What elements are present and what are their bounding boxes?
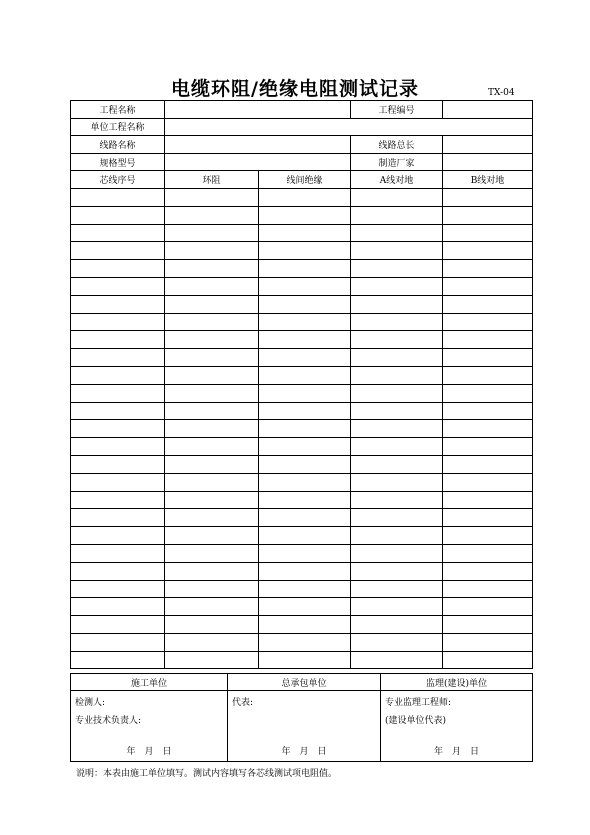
line-insulation-cell[interactable] — [259, 473, 351, 491]
table-row — [71, 206, 533, 224]
line-insulation-cell[interactable] — [259, 616, 351, 634]
loop-resistance-cell[interactable] — [165, 598, 259, 616]
a-to-ground-cell[interactable] — [351, 206, 443, 224]
core-no-cell[interactable] — [71, 616, 165, 634]
supervisor-label: 专业监理工程师: — [385, 698, 452, 708]
core-no-cell[interactable] — [71, 188, 165, 206]
project-name-value[interactable] — [165, 101, 351, 119]
table-row — [71, 580, 533, 598]
line-insulation-cell[interactable] — [259, 544, 351, 562]
line-insulation-cell[interactable] — [259, 455, 351, 473]
line-insulation-cell[interactable] — [259, 384, 351, 402]
construction-sign-cell[interactable] — [71, 691, 228, 762]
loop-resistance-cell[interactable] — [165, 633, 259, 651]
col-header-b-to-ground: B线对地 — [443, 171, 533, 189]
representative-label: 代表: — [232, 698, 254, 708]
table-row — [71, 188, 533, 206]
loop-resistance-cell[interactable] — [165, 277, 259, 295]
construction-unit-header: 施工单位 — [71, 674, 228, 691]
b-to-ground-cell[interactable] — [443, 313, 533, 331]
table-row — [71, 313, 533, 331]
b-to-ground-cell[interactable] — [443, 402, 533, 420]
core-no-cell[interactable] — [71, 598, 165, 616]
b-to-ground-cell[interactable] — [443, 260, 533, 278]
b-to-ground-cell[interactable] — [443, 633, 533, 651]
core-no-cell[interactable] — [71, 580, 165, 598]
core-no-cell[interactable] — [71, 260, 165, 278]
loop-resistance-cell[interactable] — [165, 295, 259, 313]
a-to-ground-cell[interactable] — [351, 313, 443, 331]
core-no-cell[interactable] — [71, 313, 165, 331]
line-insulation-cell[interactable] — [259, 366, 351, 384]
b-to-ground-cell[interactable] — [443, 188, 533, 206]
b-to-ground-cell[interactable] — [443, 242, 533, 260]
table-row — [71, 473, 533, 491]
loop-resistance-cell[interactable] — [165, 509, 259, 527]
loop-resistance-cell[interactable] — [165, 384, 259, 402]
core-no-cell[interactable] — [71, 349, 165, 367]
a-to-ground-cell[interactable] — [351, 224, 443, 242]
supervision-unit-header: 监理(建设)单位 — [381, 674, 533, 691]
b-to-ground-cell[interactable] — [443, 366, 533, 384]
data-rows — [71, 188, 533, 669]
line-insulation-cell[interactable] — [259, 349, 351, 367]
line-insulation-cell[interactable] — [259, 188, 351, 206]
core-no-cell[interactable] — [71, 509, 165, 527]
a-to-ground-cell[interactable] — [351, 509, 443, 527]
unit-project-value[interactable] — [165, 118, 533, 136]
table-row — [71, 509, 533, 527]
table-row — [71, 633, 533, 651]
a-to-ground-cell[interactable] — [351, 188, 443, 206]
core-no-cell[interactable] — [71, 473, 165, 491]
loop-resistance-cell[interactable] — [165, 527, 259, 545]
info-row-spec — [71, 153, 533, 171]
a-to-ground-cell[interactable] — [351, 242, 443, 260]
core-no-cell[interactable] — [71, 491, 165, 509]
line-insulation-cell[interactable] — [259, 598, 351, 616]
core-no-cell[interactable] — [71, 651, 165, 669]
b-to-ground-cell[interactable] — [443, 420, 533, 438]
b-to-ground-cell[interactable] — [443, 580, 533, 598]
loop-resistance-cell[interactable] — [165, 313, 259, 331]
b-to-ground-cell[interactable] — [443, 562, 533, 580]
table-row — [71, 295, 533, 313]
b-to-ground-cell[interactable] — [443, 598, 533, 616]
table-row — [71, 438, 533, 456]
spec-value[interactable] — [165, 153, 351, 171]
core-no-cell[interactable] — [71, 242, 165, 260]
signature-body-row — [71, 691, 533, 762]
b-to-ground-cell[interactable] — [443, 651, 533, 669]
contractor-date: 年 月 日 — [281, 747, 327, 757]
loop-resistance-cell[interactable] — [165, 260, 259, 278]
a-to-ground-cell[interactable] — [351, 580, 443, 598]
table-row — [71, 598, 533, 616]
line-insulation-cell[interactable] — [259, 224, 351, 242]
a-to-ground-cell[interactable] — [351, 277, 443, 295]
col-header-line-insulation: 线间绝缘 — [259, 171, 351, 189]
a-to-ground-cell[interactable] — [351, 633, 443, 651]
column-header-row — [71, 171, 533, 189]
signature-table — [70, 673, 533, 762]
project-no-label: 工程编号 — [351, 101, 443, 119]
line-insulation-cell[interactable] — [259, 206, 351, 224]
line-insulation-cell[interactable] — [259, 277, 351, 295]
core-no-cell[interactable] — [71, 206, 165, 224]
b-to-ground-cell[interactable] — [443, 544, 533, 562]
table-row — [71, 651, 533, 669]
line-length-label: 线路总长 — [351, 136, 443, 154]
b-to-ground-cell[interactable] — [443, 224, 533, 242]
info-row-line — [71, 136, 533, 154]
table-row — [71, 402, 533, 420]
loop-resistance-cell[interactable] — [165, 242, 259, 260]
a-to-ground-cell[interactable] — [351, 544, 443, 562]
project-name-label: 工程名称 — [71, 101, 165, 119]
line-insulation-cell[interactable] — [259, 438, 351, 456]
a-to-ground-cell[interactable] — [351, 438, 443, 456]
core-no-cell[interactable] — [71, 527, 165, 545]
line-name-label: 线路名称 — [71, 136, 165, 154]
table-row — [71, 331, 533, 349]
loop-resistance-cell[interactable] — [165, 562, 259, 580]
core-no-cell[interactable] — [71, 384, 165, 402]
table-row — [71, 224, 533, 242]
table-row — [71, 544, 533, 562]
table-row — [71, 455, 533, 473]
loop-resistance-cell[interactable] — [165, 473, 259, 491]
line-insulation-cell[interactable] — [259, 260, 351, 278]
loop-resistance-cell[interactable] — [165, 188, 259, 206]
line-insulation-cell[interactable] — [259, 491, 351, 509]
loop-resistance-cell[interactable] — [165, 402, 259, 420]
line-insulation-cell[interactable] — [259, 580, 351, 598]
core-no-cell[interactable] — [71, 438, 165, 456]
core-no-cell[interactable] — [71, 562, 165, 580]
a-to-ground-cell[interactable] — [351, 491, 443, 509]
table-row — [71, 366, 533, 384]
table-row — [71, 260, 533, 278]
a-to-ground-cell[interactable] — [351, 651, 443, 669]
table-row — [71, 491, 533, 509]
b-to-ground-cell[interactable] — [443, 438, 533, 456]
signature-header-row — [71, 674, 533, 691]
line-insulation-cell[interactable] — [259, 509, 351, 527]
supervision-date: 年 月 日 — [433, 747, 479, 757]
line-insulation-cell[interactable] — [259, 420, 351, 438]
table-row — [71, 616, 533, 634]
info-row-unit — [71, 118, 533, 136]
contractor-sign-cell[interactable] — [228, 691, 381, 762]
core-no-cell[interactable] — [71, 224, 165, 242]
loop-resistance-cell[interactable] — [165, 349, 259, 367]
loop-resistance-cell[interactable] — [165, 366, 259, 384]
b-to-ground-cell[interactable] — [443, 277, 533, 295]
loop-resistance-cell[interactable] — [165, 438, 259, 456]
line-insulation-cell[interactable] — [259, 527, 351, 545]
owner-rep-label: (建设单位代表) — [385, 716, 447, 726]
core-no-cell[interactable] — [71, 544, 165, 562]
b-to-ground-cell[interactable] — [443, 349, 533, 367]
a-to-ground-cell[interactable] — [351, 331, 443, 349]
construction-date: 年 月 日 — [126, 747, 172, 757]
project-no-value[interactable] — [443, 101, 533, 119]
table-row — [71, 562, 533, 580]
core-no-cell[interactable] — [71, 331, 165, 349]
line-length-value[interactable] — [443, 136, 533, 154]
line-insulation-cell[interactable] — [259, 295, 351, 313]
test-record-table — [70, 100, 533, 669]
loop-resistance-cell[interactable] — [165, 651, 259, 669]
line-insulation-cell[interactable] — [259, 562, 351, 580]
core-no-cell[interactable] — [71, 455, 165, 473]
line-insulation-cell[interactable] — [259, 651, 351, 669]
core-no-cell[interactable] — [71, 420, 165, 438]
b-to-ground-cell[interactable] — [443, 616, 533, 634]
form-title: 电缆环阻/绝缘电阻测试记录 — [171, 78, 419, 100]
loop-resistance-cell[interactable] — [165, 455, 259, 473]
a-to-ground-cell[interactable] — [351, 349, 443, 367]
line-insulation-cell[interactable] — [259, 242, 351, 260]
b-to-ground-cell[interactable] — [443, 455, 533, 473]
a-to-ground-cell[interactable] — [351, 295, 443, 313]
b-to-ground-cell[interactable] — [443, 295, 533, 313]
line-name-value[interactable] — [165, 136, 351, 154]
form-note: 说明：本表由施工单位填写。测试内容填写各芯线测试项电阻值。 — [76, 769, 338, 779]
core-no-cell[interactable] — [71, 633, 165, 651]
a-to-ground-cell[interactable] — [351, 562, 443, 580]
b-to-ground-cell[interactable] — [443, 384, 533, 402]
loop-resistance-cell[interactable] — [165, 580, 259, 598]
loop-resistance-cell[interactable] — [165, 206, 259, 224]
loop-resistance-cell[interactable] — [165, 491, 259, 509]
col-header-a-to-ground: A线对地 — [351, 171, 443, 189]
core-no-cell[interactable] — [71, 295, 165, 313]
line-insulation-cell[interactable] — [259, 402, 351, 420]
b-to-ground-cell[interactable] — [443, 491, 533, 509]
b-to-ground-cell[interactable] — [443, 473, 533, 491]
unit-project-label: 单位工程名称 — [71, 118, 165, 136]
tech-lead-label: 专业技术负责人: — [75, 716, 142, 726]
core-no-cell[interactable] — [71, 366, 165, 384]
manufacturer-label: 制造厂家 — [351, 153, 443, 171]
table-row — [71, 242, 533, 260]
a-to-ground-cell[interactable] — [351, 402, 443, 420]
loop-resistance-cell[interactable] — [165, 331, 259, 349]
b-to-ground-cell[interactable] — [443, 527, 533, 545]
b-to-ground-cell[interactable] — [443, 509, 533, 527]
loop-resistance-cell[interactable] — [165, 224, 259, 242]
table-row — [71, 420, 533, 438]
b-to-ground-cell[interactable] — [443, 206, 533, 224]
tester-label: 检测人: — [75, 698, 106, 708]
form-code: TX-04 — [488, 88, 515, 98]
spec-label: 规格型号 — [71, 153, 165, 171]
info-row-project — [71, 101, 533, 119]
table-row — [71, 527, 533, 545]
a-to-ground-cell[interactable] — [351, 384, 443, 402]
manufacturer-value[interactable] — [443, 153, 533, 171]
supervision-sign-cell[interactable] — [381, 691, 533, 762]
a-to-ground-cell[interactable] — [351, 420, 443, 438]
table-row — [71, 349, 533, 367]
table-row — [71, 384, 533, 402]
a-to-ground-cell[interactable] — [351, 455, 443, 473]
b-to-ground-cell[interactable] — [443, 331, 533, 349]
col-header-core-no: 芯线序号 — [71, 171, 165, 189]
line-insulation-cell[interactable] — [259, 633, 351, 651]
loop-resistance-cell[interactable] — [165, 420, 259, 438]
a-to-ground-cell[interactable] — [351, 616, 443, 634]
loop-resistance-cell[interactable] — [165, 616, 259, 634]
table-row — [71, 277, 533, 295]
core-no-cell[interactable] — [71, 277, 165, 295]
line-insulation-cell[interactable] — [259, 313, 351, 331]
a-to-ground-cell[interactable] — [351, 366, 443, 384]
core-no-cell[interactable] — [71, 402, 165, 420]
col-header-loop-resistance: 环阻 — [165, 171, 259, 189]
a-to-ground-cell[interactable] — [351, 527, 443, 545]
general-contractor-header: 总承包单位 — [228, 674, 381, 691]
line-insulation-cell[interactable] — [259, 331, 351, 349]
a-to-ground-cell[interactable] — [351, 598, 443, 616]
a-to-ground-cell[interactable] — [351, 473, 443, 491]
loop-resistance-cell[interactable] — [165, 544, 259, 562]
a-to-ground-cell[interactable] — [351, 260, 443, 278]
